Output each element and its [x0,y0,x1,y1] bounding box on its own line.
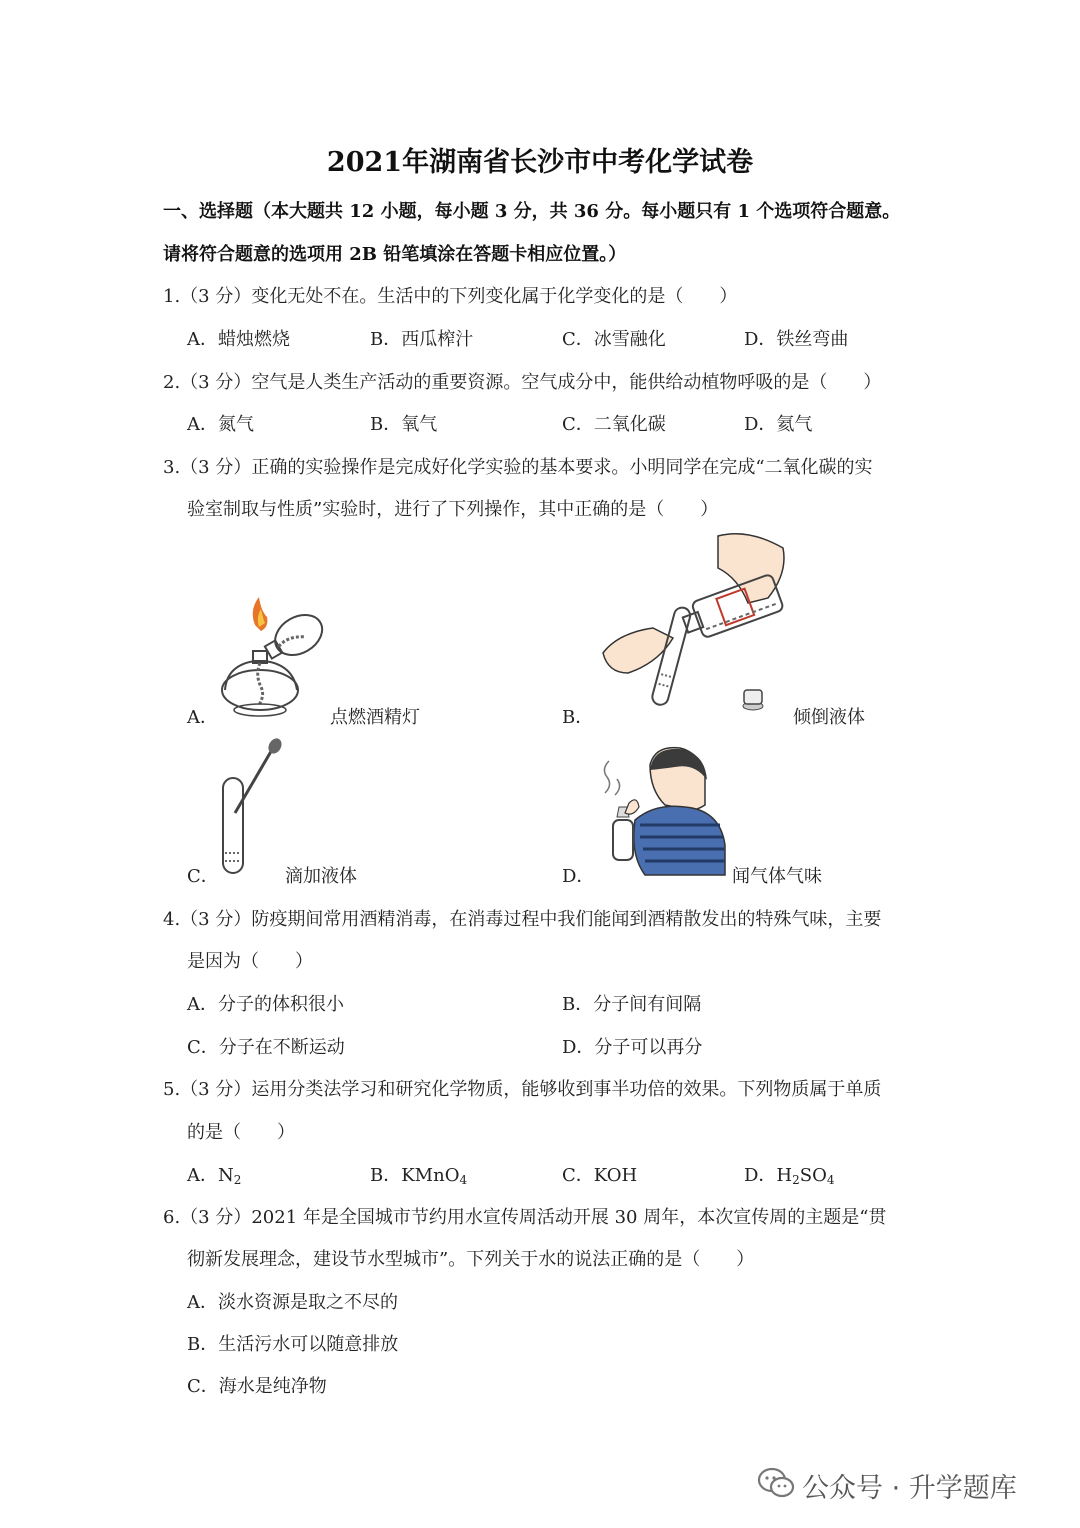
q4-option-a: A．分子的体积很小 [187,994,344,1015]
dropper-illustration [215,738,285,878]
smelling-gas-illustration [595,745,730,880]
q3-option-b-caption: 倾倒液体 [793,707,865,728]
question-1-stem: 1.（3 分）变化无处不在。生活中的下列变化属于化学变化的是（ ） [163,286,738,307]
q3-option-c-caption: 滴加液体 [285,866,357,887]
page-title: 2021年湖南省长沙市中考化学试卷 [326,147,754,178]
section-heading-line1: 一、选择题（本大题共 12 小题，每小题 3 分，共 36 分。每小题只有 1 个选项符合题意。 [163,201,901,222]
q6-option-b: B．生活污水可以随意排放 [187,1334,399,1355]
q3-option-c-letter: C． [187,866,219,887]
q3-option-b-letter: B． [562,707,594,728]
q3-option-d-caption: 闻气体气味 [732,866,822,887]
question-4-stem-line2: 是因为（ ） [187,951,313,972]
q2-option-a: A．氮气 [187,414,254,435]
q2-option-c: C．二氧化碳 [562,414,666,435]
question-4-stem-line1: 4.（3 分）防疫期间常用酒精消毒，在消毒过程中我们能闻到酒精散发出的特殊气味，主要 [163,909,882,930]
q5-option-a: A．$N_2$ [187,1165,242,1187]
watermark-text: 公众号 · 升学题库 [802,1473,1017,1504]
q5-option-b: B．KMnO$_4$ [370,1165,468,1187]
q5-option-c: C．KOH [562,1165,638,1186]
question-5-stem-line2: 的是（ ） [187,1122,295,1143]
q6-option-a: A．淡水资源是取之不尽的 [187,1292,398,1313]
q4-option-c: C．分子在不断运动 [187,1037,345,1058]
q2-option-b: B．氧气 [370,414,438,435]
question-3-stem-line2: 验室制取与性质”实验时，进行了下列操作，其中正确的是（ ） [187,499,719,520]
question-5-stem-line1: 5.（3 分）运用分类法学习和研究化学物质，能够收到事半功倍的效果。下列物质属于单质 [163,1079,882,1100]
question-3-stem-line1: 3.（3 分）正确的实验操作是完成好化学实验的基本要求。小明同学在完成“二氧化碳的实 [163,457,873,478]
question-2-stem: 2.（3 分）空气是人类生产活动的重要资源。空气成分中，能供给动植物呼吸的是（ ） [163,372,882,393]
q6-option-c: C．海水是纯净物 [187,1376,327,1397]
q1-option-a: A．蜡烛燃烧 [187,329,290,350]
section-heading-line2: 请将符合题意的选项用 2B 铅笔填涂在答题卡相应位置。） [163,244,627,265]
question-6-stem-line2: 彻新发展理念，建设节水型城市”。下列关于水的说法正确的是（ ） [187,1249,755,1270]
q4-option-d: D．分子可以再分 [562,1037,703,1058]
q1-option-d: D．铁丝弯曲 [744,329,849,350]
q1-option-b: B．西瓜榨汁 [370,329,474,350]
q3-option-a-caption: 点燃酒精灯 [330,707,420,728]
q5-option-d: D．$H_2SO_4$ [744,1165,835,1187]
pouring-liquid-illustration [598,528,798,718]
q3-option-a-letter: A． [187,707,218,728]
q3-option-d-letter: D． [562,866,595,887]
question-6-stem-line1: 6.（3 分）2021 年是全国城市节约用水宣传周活动开展 30 周年，本次宣传周的主题是“贯 [163,1207,887,1228]
q1-option-c: C．冰雪融化 [562,329,666,350]
alcohol-lamp-illustration [215,595,335,720]
q4-option-b: B．分子间有间隔 [562,994,702,1015]
wechat-icon [757,1466,795,1500]
q2-option-d: D．氦气 [744,414,813,435]
